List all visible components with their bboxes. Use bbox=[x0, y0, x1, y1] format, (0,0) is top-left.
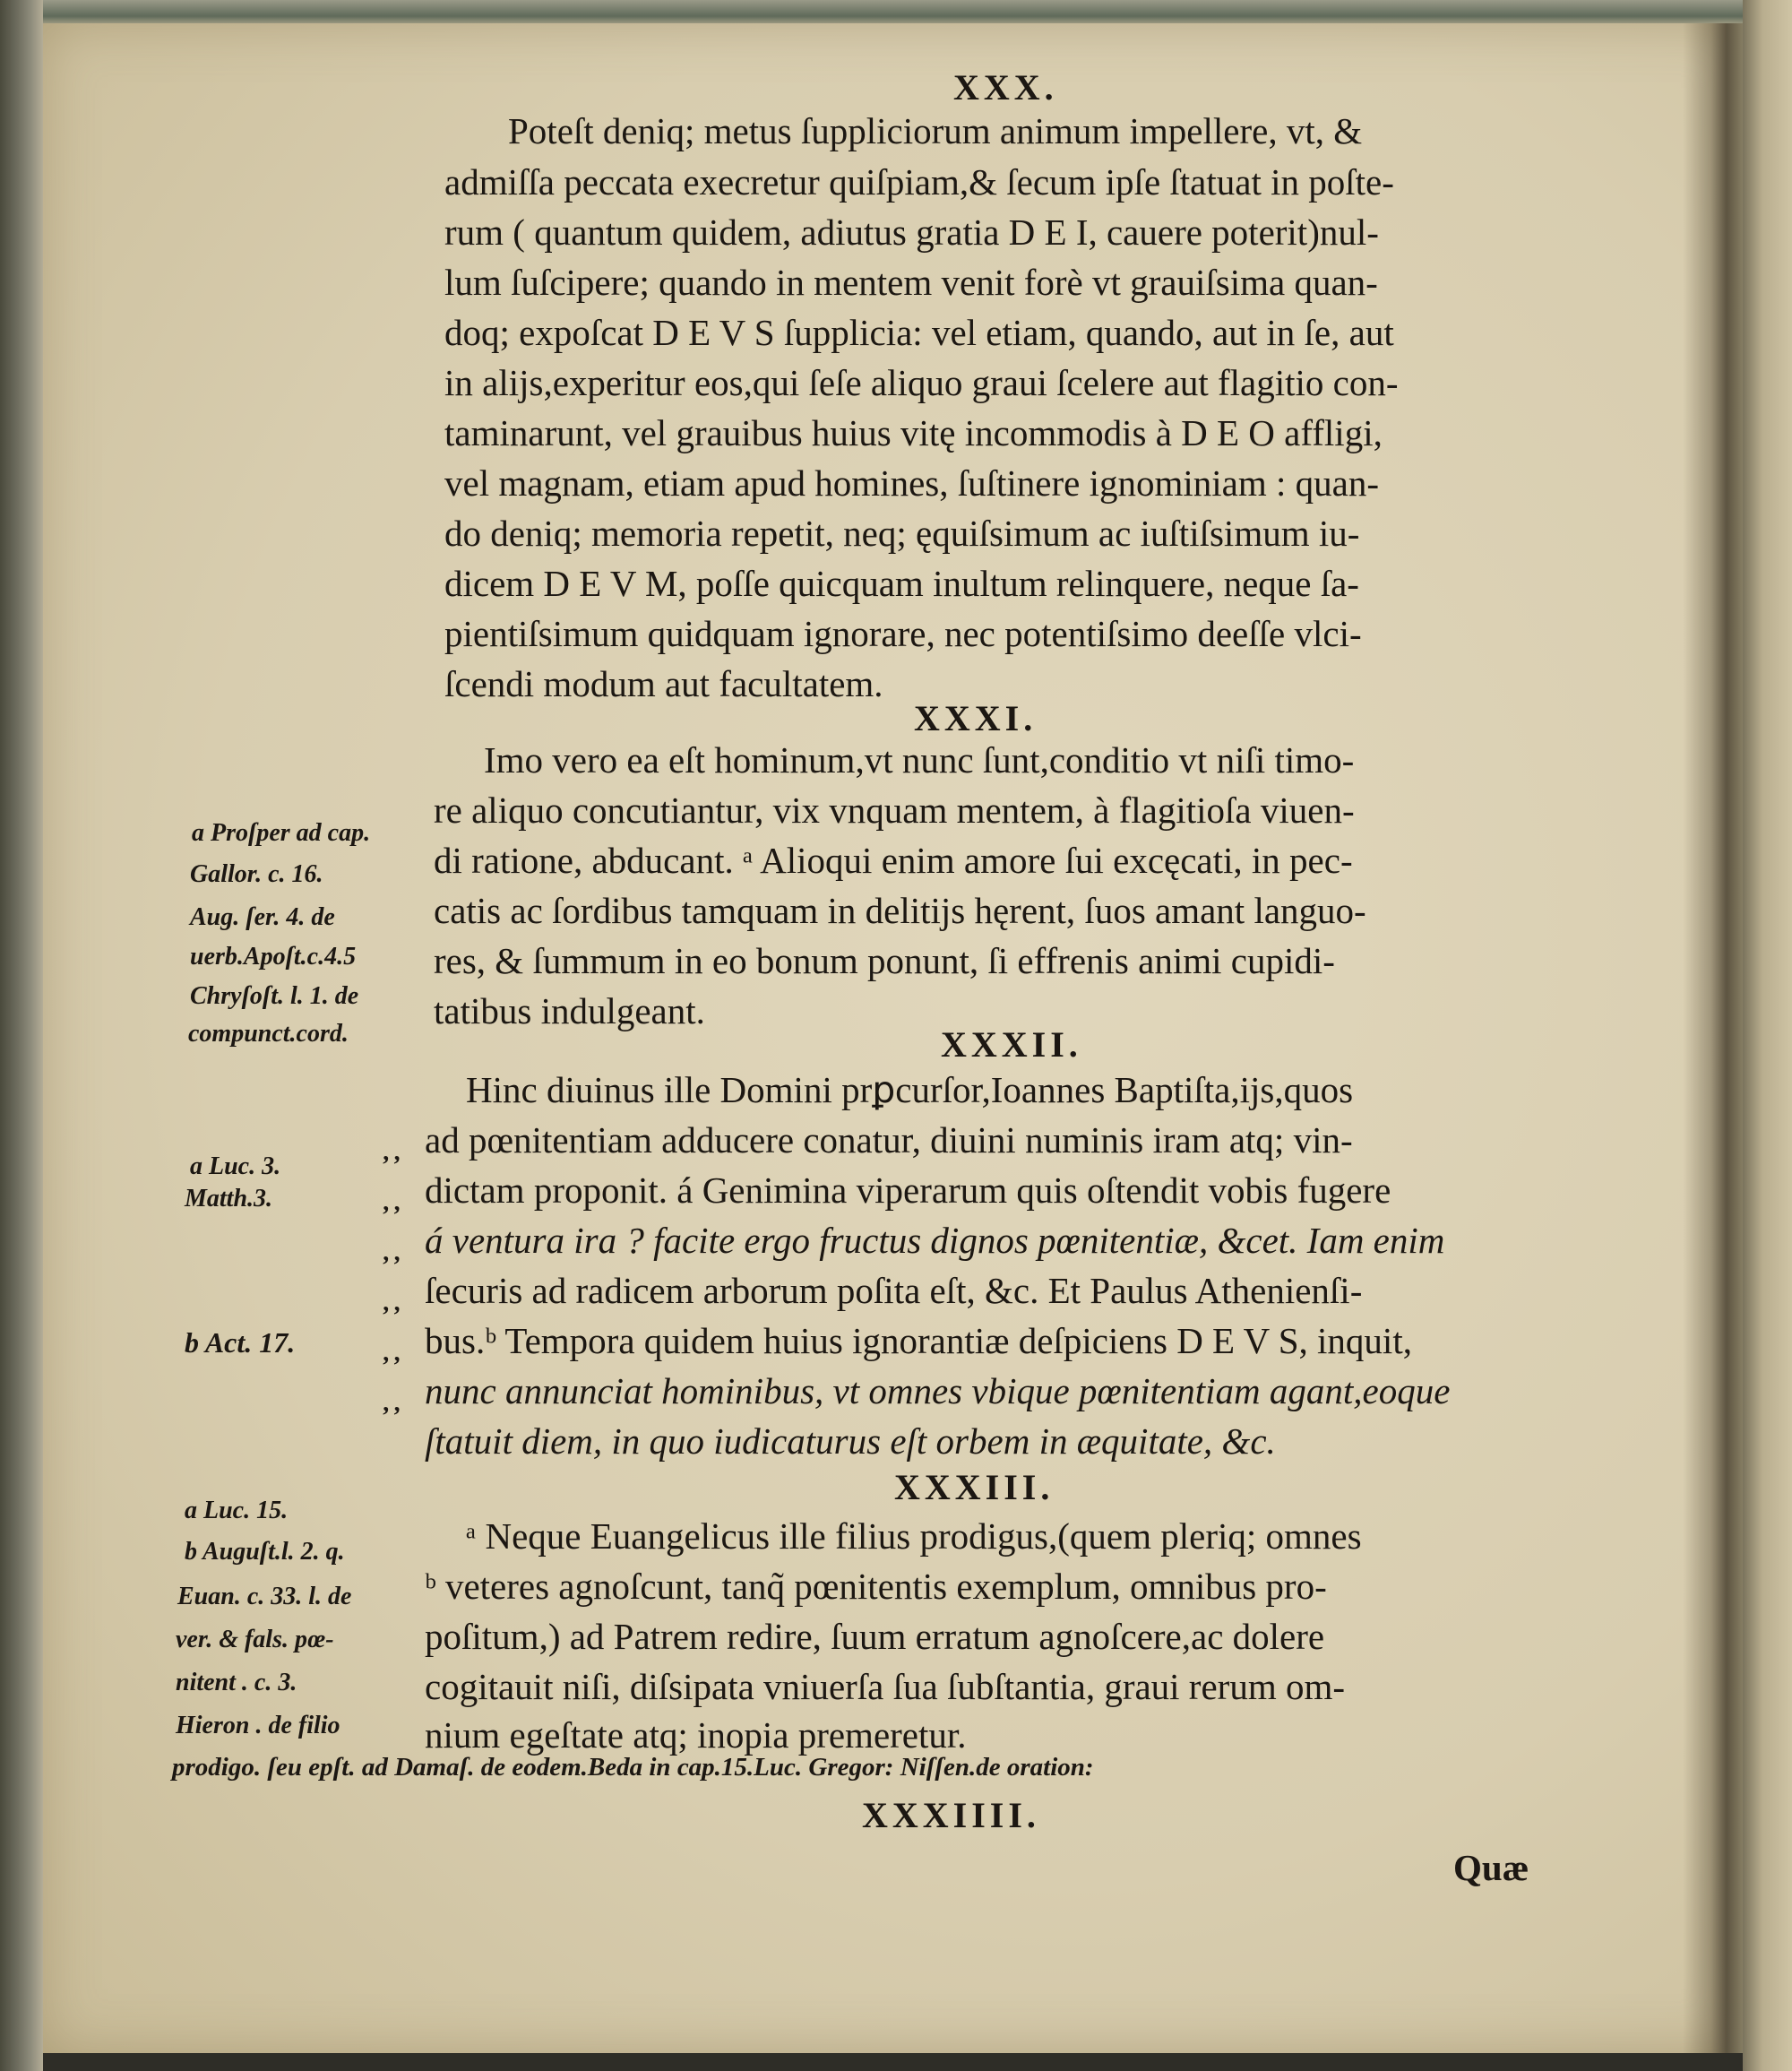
margin-note: a Proſper ad cap. bbox=[192, 819, 371, 847]
body-line: cogitauit niſi, diſsipata vniuerſa ſua ſubſtantia, graui rerum om- bbox=[425, 1666, 1346, 1707]
body-line: catis ac ſordibus tamquam in delitijs hęrent, ſuos amant languo- bbox=[434, 890, 1366, 931]
section-heading-30: XXX. bbox=[953, 67, 1058, 108]
body-line: ᵃ Neque Euangelicus ille filius prodigus,(quem pleriq; omnes bbox=[466, 1515, 1362, 1557]
body-line: admiſſa peccata execretur quiſpiam,& ſecum ipſe ſtatuat in poſte- bbox=[444, 161, 1394, 203]
margin-note: b Auguſt.l. 2. q. bbox=[185, 1538, 345, 1566]
book-right-page bbox=[1743, 0, 1792, 2071]
body-line: ad pœnitentiam adducere conatur, diuini numinis iram atq; vin- bbox=[425, 1119, 1353, 1161]
catchword: Quæ bbox=[1453, 1847, 1529, 1888]
book-left-edge bbox=[0, 0, 43, 2071]
margin-note: Hieron . de filio bbox=[176, 1712, 340, 1739]
section-heading-33: XXXIII. bbox=[894, 1467, 1055, 1507]
margin-note: compunct.cord. bbox=[188, 1020, 349, 1048]
body-line: re aliquo concutiantur, vix vnquam mentem, à flagitioſa viuen- bbox=[434, 790, 1355, 831]
body-line: doq; expoſcat D E V S ſupplicia: vel etiam, quando, aut in ſe, aut bbox=[444, 312, 1394, 353]
body-line: ſtatuit diem, in quo iudicaturus eſt orbem in æquitate, &c. bbox=[425, 1420, 1276, 1462]
margin-note: Chryſoſt. l. 1. de bbox=[190, 982, 359, 1010]
body-line: Hinc diuinus ille Domini prꝑcurſor,Ioannes Baptiſta,ijs,quos bbox=[466, 1069, 1354, 1110]
margin-note: Euan. c. 33. l. de bbox=[177, 1583, 352, 1610]
body-line: nium egeſtate atq; inopia premeretur. bbox=[425, 1714, 967, 1756]
body-line: tatibus indulgeant. bbox=[434, 990, 705, 1031]
margin-note: Gallor. c. 16. bbox=[190, 860, 323, 888]
body-line: dicem D E V M, poſſe quicquam inultum relinquere, neque ſa- bbox=[444, 563, 1359, 604]
margin-note: a Luc. 15. bbox=[185, 1497, 289, 1524]
section-heading-34: XXXIIII. bbox=[862, 1795, 1040, 1835]
body-line: pientiſsimum quidquam ignorare, nec potentiſsimo deeſſe vlci- bbox=[444, 613, 1362, 654]
body-line: ᵇ veteres agnoſcunt, tanq̃ pœnitentis exemplum, omnibus pro- bbox=[425, 1566, 1327, 1607]
quote-mark: ‚‚ bbox=[382, 1339, 404, 1367]
body-line: poſitum,) ad Patrem redire, ſuum erratum agnoſcere,ac dolere bbox=[425, 1616, 1325, 1657]
quote-mark: ‚‚ bbox=[382, 1138, 404, 1166]
section-heading-32: XXXII. bbox=[941, 1024, 1082, 1065]
margin-note: a Luc. 3. bbox=[190, 1152, 281, 1180]
margin-note: uerb.Apoſt.c.4.5 bbox=[190, 943, 357, 971]
footnote-line: prodigo. ſeu epſt. ad Damaſ. de eodem.Beda in cap.15.Luc. Gregor: Niſſen.de oration: bbox=[172, 1753, 1094, 1782]
body-line: in alijs,experitur eos,qui ſeſe aliquo graui ſcelere aut flagitio con- bbox=[444, 362, 1399, 403]
margin-note: Matth.3. bbox=[185, 1185, 273, 1212]
body-line: dictam proponit. á Genimina viperarum quis oſtendit vobis fugere bbox=[425, 1169, 1391, 1211]
page-gutter bbox=[1683, 23, 1745, 2053]
margin-note: nitent . c. 3. bbox=[176, 1669, 297, 1696]
body-line: bus.ᵇ Tempora quidem huius ignorantiæ deſpiciens D E V S, inquit, bbox=[425, 1320, 1412, 1361]
body-line: ſcendi modum aut facultatem. bbox=[444, 663, 883, 704]
body-line: Poteſt deniq; metus ſuppliciorum animum impellere, vt, & bbox=[508, 110, 1363, 151]
margin-note: Aug. ſer. 4. de bbox=[190, 903, 335, 931]
body-line: ſecuris ad radicem arborum poſita eſt, &c. Et Paulus Athenienſi- bbox=[425, 1270, 1363, 1311]
quote-mark: ‚‚ bbox=[382, 1238, 404, 1266]
body-line: res, & ſummum in eo bonum ponunt, ſi effrenis animi cupidi- bbox=[434, 940, 1335, 981]
body-line: rum ( quantum quidem, adiutus gratia D E I, cauere poterit)nul- bbox=[444, 211, 1379, 253]
margin-note: ver. & fals. pœ- bbox=[176, 1626, 334, 1653]
margin-note: b Act. 17. bbox=[185, 1326, 296, 1359]
body-line: Imo vero ea eſt hominum,vt nunc ſunt,conditio vt niſi timo- bbox=[484, 739, 1355, 781]
quote-mark: ‚‚ bbox=[382, 1188, 404, 1216]
body-line: vel magnam, etiam apud homines, ſuſtinere ignominiam : quan- bbox=[444, 462, 1379, 504]
section-heading-31: XXXI. bbox=[914, 698, 1038, 738]
quote-mark: ‚‚ bbox=[382, 1389, 404, 1417]
body-line: á ventura ira ? facite ergo fructus dignos pœnitentiæ, &cet. Iam enim bbox=[425, 1220, 1445, 1261]
body-line: taminarunt, vel grauibus huius vitę incommodis à D E O affligi, bbox=[444, 412, 1383, 453]
body-line: di ratione, abducant. ᵃ Alioqui enim amore ſui excęcati, in pec- bbox=[434, 840, 1353, 881]
body-line: do deniq; memoria repetit, neq; ęquiſsimum ac iuſtiſsimum iu- bbox=[444, 513, 1360, 554]
body-line: nunc annunciat hominibus, vt omnes vbique pœnitentiam agant,eoque bbox=[425, 1370, 1451, 1411]
body-line: lum ſuſcipere; quando in mentem venit forè vt grauiſsima quan- bbox=[444, 262, 1378, 303]
quote-mark: ‚‚ bbox=[382, 1289, 404, 1316]
